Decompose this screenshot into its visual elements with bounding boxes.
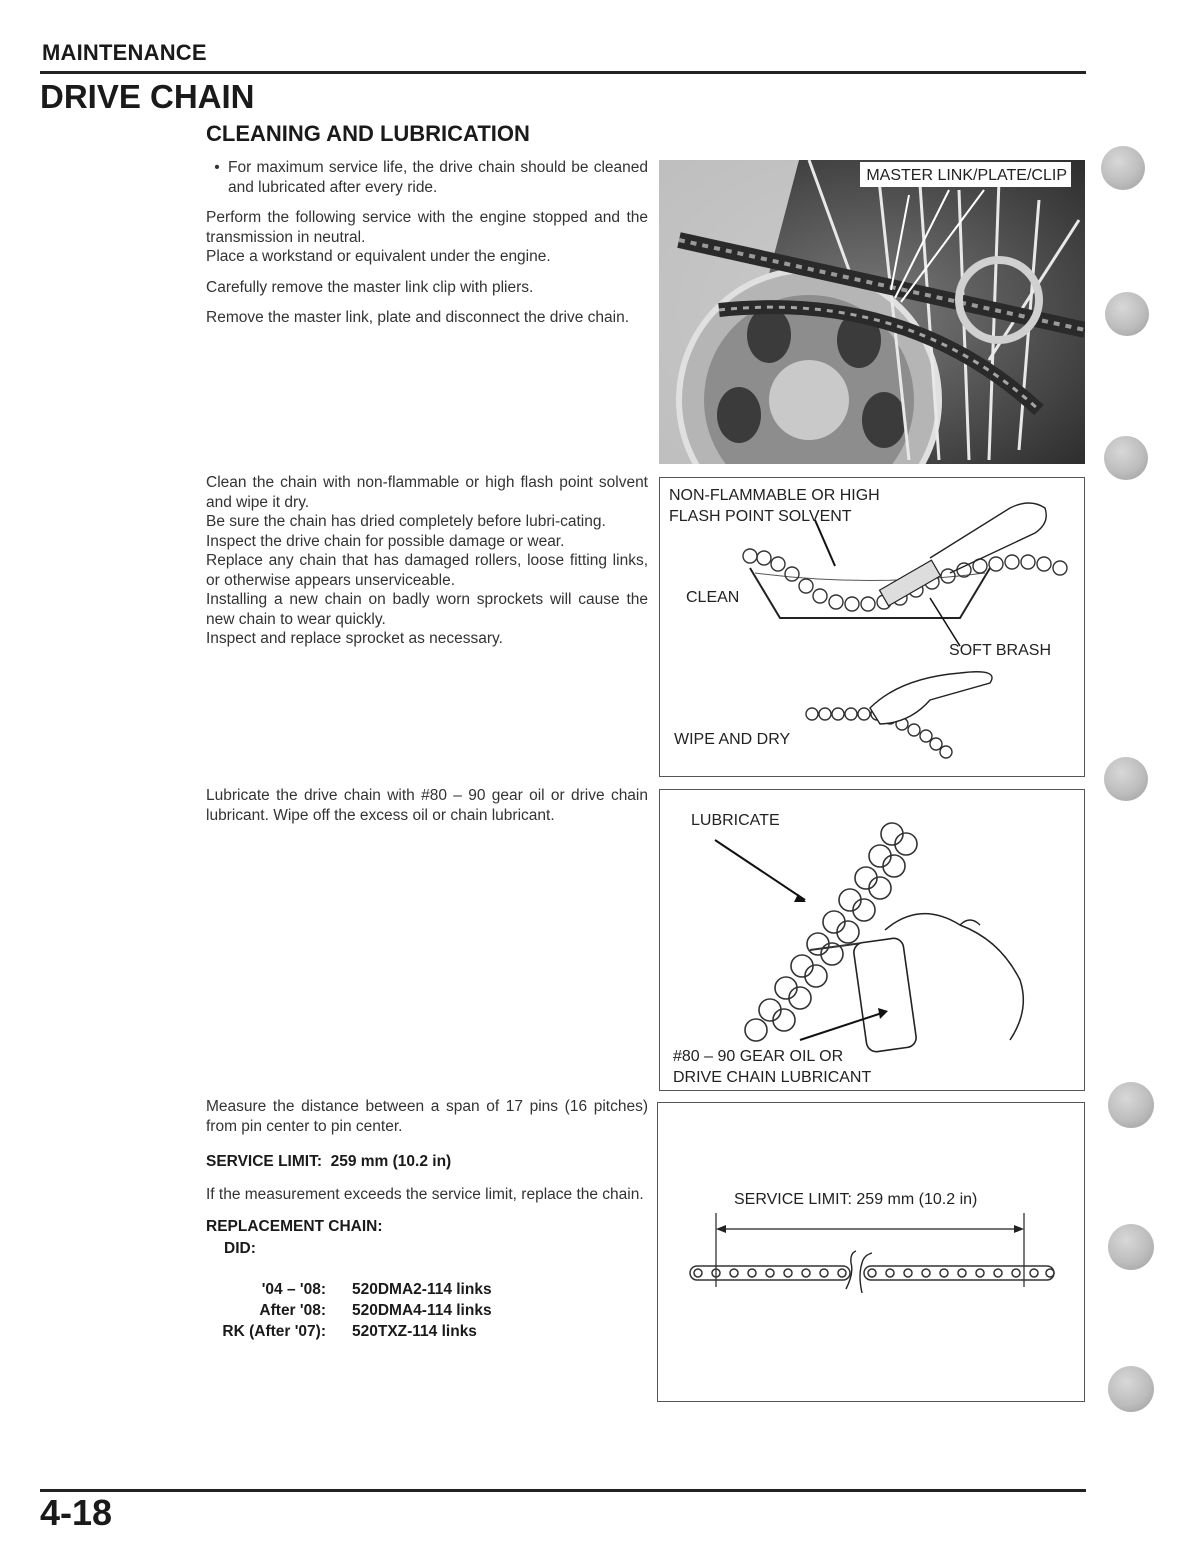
page-number: 4-18 <box>40 1492 113 1533</box>
intro-block <box>206 158 648 339</box>
cleaning-line: Inspect the drive chain for possible damage or wear. <box>206 532 565 550</box>
bullet-icon: • <box>214 159 220 176</box>
table-cell-value: 520TXZ-114 links <box>352 1323 477 1340</box>
sprocket-photo <box>659 160 1085 464</box>
index-tab-dot <box>1105 292 1149 336</box>
index-tab-dot <box>1108 1082 1154 1128</box>
clean-label: CLEAN <box>686 589 740 606</box>
cleaning-line: Replace any chain that has damaged rollers, loose fitting links, or otherwise appears unserviceable. <box>206 552 648 589</box>
section-label: MAINTENANCE <box>42 40 207 65</box>
lubricate-label: LUBRICATE <box>691 812 780 829</box>
index-tab-dot <box>1108 1366 1154 1412</box>
table-cell-key: RK (After '07): <box>222 1323 326 1340</box>
index-tab-dot <box>1108 1224 1154 1270</box>
intro-paragraph-4: Remove the master link, plate and disconnect the drive chain. <box>206 309 630 326</box>
intro-paragraph-3: Carefully remove the master link clip with pliers. <box>206 278 534 296</box>
intro-bullet: • For maximum service life, the drive chain should be cleaned and lubricated after every ride. <box>206 158 648 197</box>
sprocket-photo-illustration <box>659 160 1085 464</box>
replacement-heading: REPLACEMENT CHAIN: <box>206 1218 383 1235</box>
measure-block <box>206 1097 648 1260</box>
table-cell-key: After '08: <box>259 1302 326 1319</box>
table-row <box>206 1281 492 1302</box>
service-limit-line: SERVICE LIMIT: 259 mm (10.2 in) <box>206 1153 452 1170</box>
top-rule <box>40 71 1086 74</box>
table-row <box>206 1302 492 1323</box>
index-tab-dot <box>1104 757 1148 801</box>
wipe-label: WIPE AND DRY <box>674 731 791 748</box>
lube-illustration <box>660 790 1084 1090</box>
index-tab-dot <box>1101 146 1145 190</box>
cleaning-line: Clean the chain with non-flammable or high flash point solvent and wipe it dry. <box>206 474 648 511</box>
table-cell-value: 520DMA4-114 links <box>352 1302 492 1319</box>
limit-label: SERVICE LIMIT: 259 mm (10.2 in) <box>734 1191 978 1208</box>
table-cell-value: 520DMA2-114 links <box>352 1281 492 1298</box>
chapter-title: DRIVE CHAIN <box>40 78 255 115</box>
solvent-label: NON-FLAMMABLE OR HIGH FLASH POINT SOLVENT <box>669 487 880 525</box>
intro-paragraph-1: Perform the following service with the engine stopped and the transmission in neutral. <box>206 209 648 246</box>
cleaning-line: Installing a new chain on badly worn sprockets will cause the new chain to wear quickly. <box>206 591 648 628</box>
cleaning-block <box>206 473 648 649</box>
table-cell-key: '04 – '08: <box>261 1281 326 1298</box>
exceeds-text: If the measurement exceeds the service limit, replace the chain. <box>206 1185 644 1203</box>
intro-paragraph-2: Place a workstand or equivalent under the engine. <box>206 248 551 265</box>
limit-illustration <box>658 1103 1084 1401</box>
section-heading: CLEANING AND LUBRICATION <box>206 121 530 146</box>
brush-label: SOFT BRASH <box>949 642 1051 659</box>
index-tab-dot <box>1104 436 1148 480</box>
bottom-rule <box>40 1489 1086 1492</box>
brand-did: DID: <box>224 1239 256 1257</box>
oil-label: #80 – 90 GEAR OIL OR DRIVE CHAIN LUBRICANT <box>673 1048 872 1086</box>
cleaning-line: Inspect and replace sprocket as necessary. <box>206 630 503 647</box>
cleaning-line: Be sure the chain has dried completely before lubri-cating. <box>206 513 606 530</box>
lubrication-block <box>206 786 648 825</box>
photo-label: MASTER LINK/PLATE/CLIP <box>860 162 1071 187</box>
replacement-table <box>206 1281 492 1344</box>
table-row <box>206 1323 492 1344</box>
lubrication-text: Lubricate the drive chain with #80 – 90 gear oil or drive chain lubricant. Wipe off the excess oil or chain lubricant. <box>206 787 648 824</box>
lube-figure <box>659 789 1085 1091</box>
clean-figure <box>659 477 1085 777</box>
measure-text: Measure the distance between a span of 17 pins (16 pitches) from pin center to pin center. <box>206 1098 648 1135</box>
limit-figure <box>657 1102 1085 1402</box>
